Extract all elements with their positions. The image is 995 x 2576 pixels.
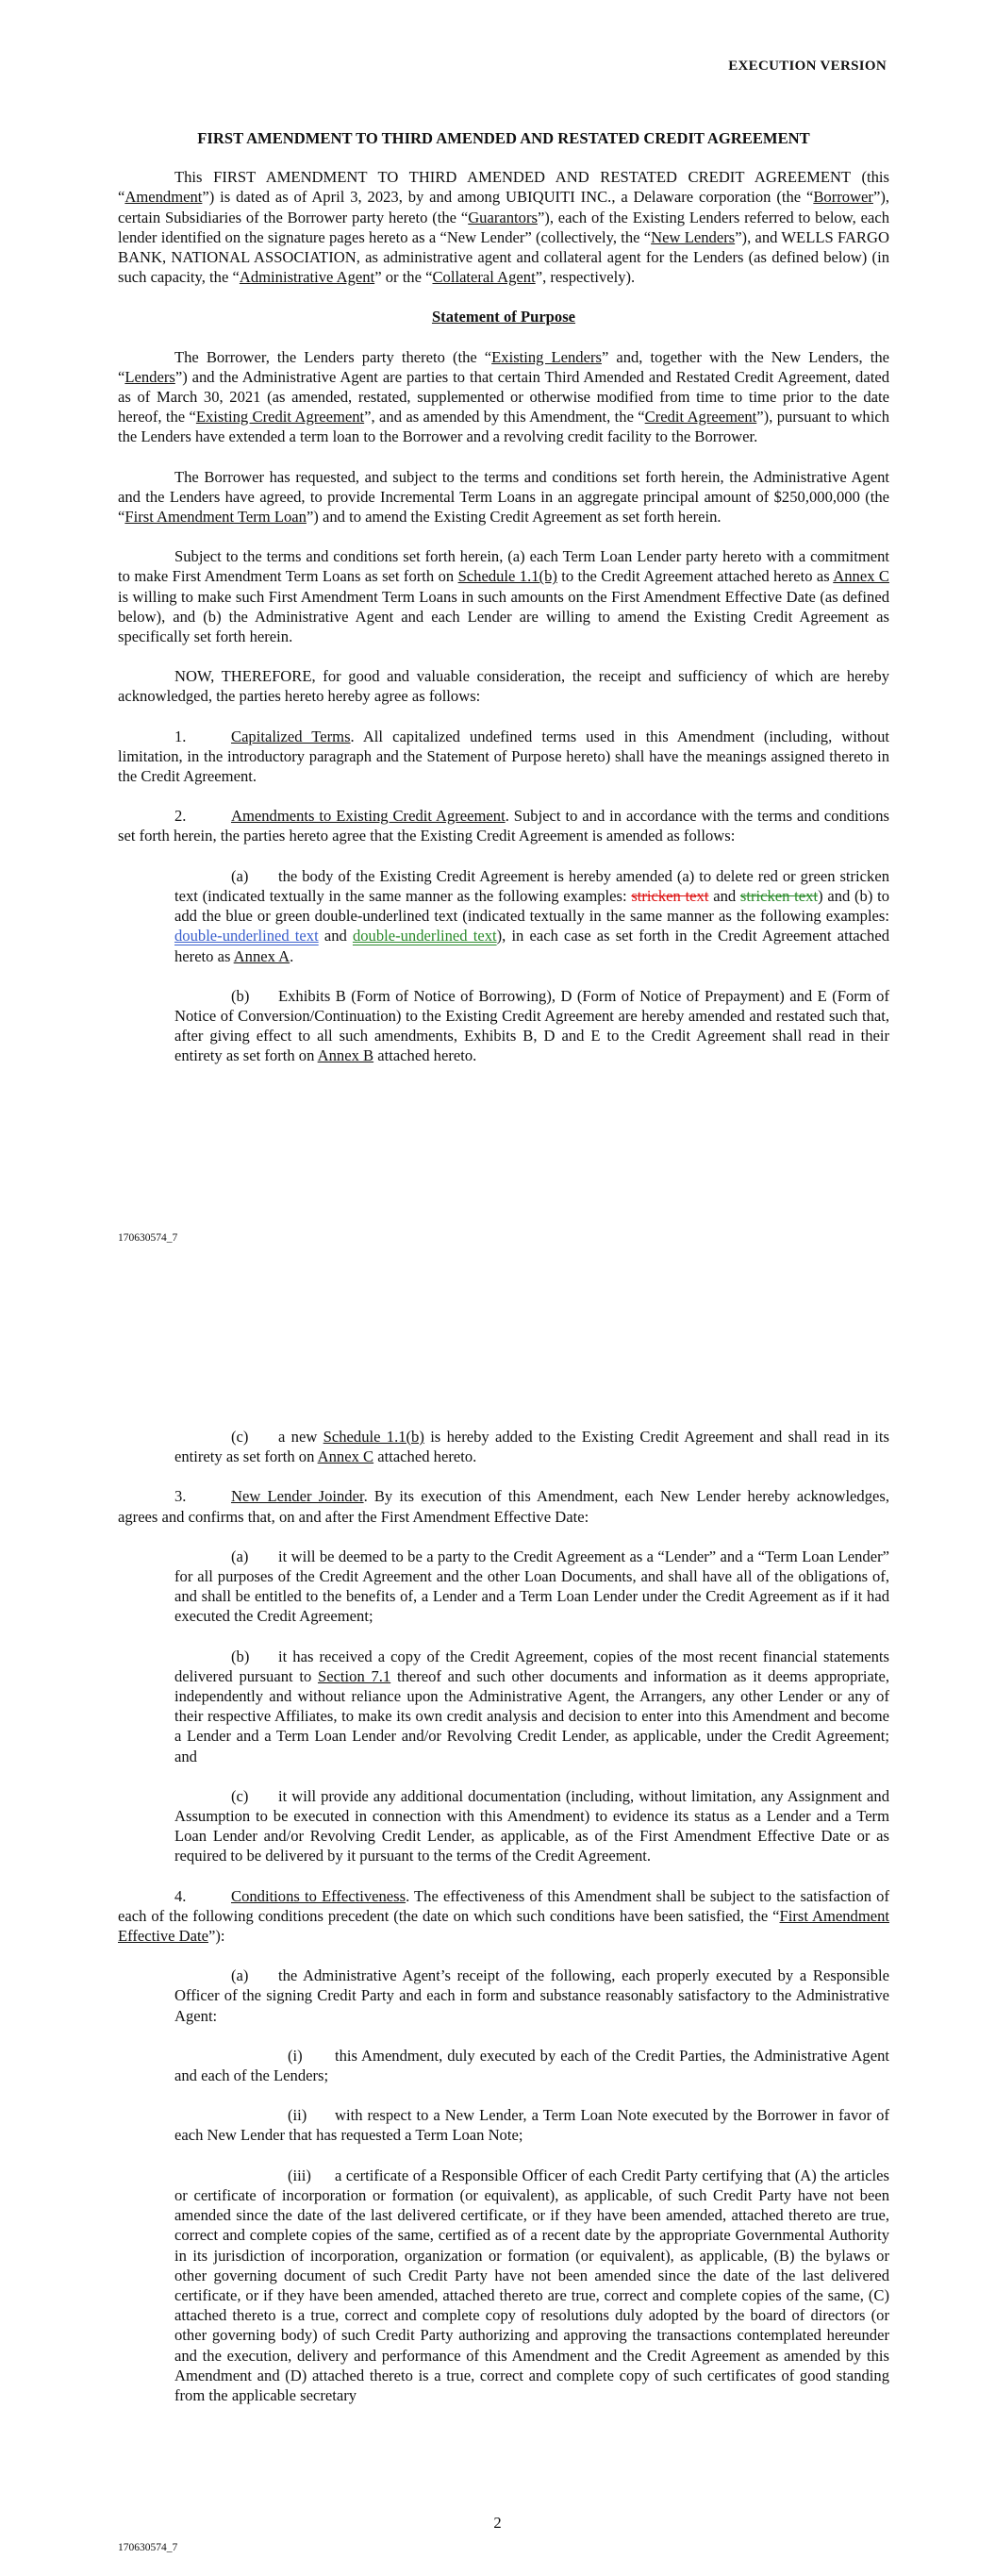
section-4a-ii: (ii) with respect to a New Lender, a Term Loan Note executed by the Borrower in favor of each New Lender that has requested a Term Loan Note; [174, 2106, 889, 2145]
purpose-paragraph-1: The Borrower, the Lenders party thereto (the “Existing Lenders” and, together with the New Lenders, the “Lenders”) and the Administrative Agent are parties to that certain Third Amended and Restated Credit Agreement, dated as of March 30, 2021 (as amended, restated, supplemented or otherwise modified from time to time prior to the date hereof, the “Existing Credit Agreement”, and as amended by this Amendment, the “Credit Agreement”), pursuant to which the Lenders have extended a term loan to the Borrower and a revolving credit facility to the Borrower. [118, 347, 889, 446]
section-2-amendments: 2. Amendments to Existing Credit Agreement. Subject to and in accordance with the terms and conditions set forth herein, the parties hereto agree that the Existing Credit Agreement is amended as follows: [118, 807, 889, 845]
page-1-footer-id: 170630574_7 [118, 1232, 178, 1244]
section-3-new-lender-joinder: 3. New Lender Joinder. By its execution of this Amendment, each New Lender hereby acknowledges, agrees and confirms that, on and after the First Amendment Effective Date: [118, 1487, 889, 1526]
statement-of-purpose-heading: Statement of Purpose [431, 308, 576, 326]
section-2c: (c) a new Schedule 1.1(b) is hereby added to the Existing Credit Agreement and shall read in its entirety as set forth on Annex C attached hereto. [174, 1428, 889, 1466]
red-stricken-example: stricken text [631, 886, 709, 905]
purpose-paragraph-3: Subject to the terms and conditions set forth herein, (a) each Term Loan Lender party hereto with a commitment to make First Amendment Term Loans as set forth on Schedule 1.1(b) to the Credit Agreement attached hereto as Annex C is willing to make such First Amendment Term Loans in such amounts on the First Amendment Effective Date (as defined below), and (b) the Administrative Agent and each Lender are willing to amend the Existing Credit Agreement as specifically set forth herein. [118, 547, 889, 646]
now-therefore-paragraph: NOW, THEREFORE, for good and valuable consideration, the receipt and sufficiency of which are hereby acknowledged, the parties hereto hereby agree as follows: [118, 667, 889, 706]
page-2-footer-id: 170630574_7 [118, 2542, 178, 2553]
green-stricken-example: stricken text [739, 886, 819, 905]
blue-double-underline-example: double-underlined text [174, 927, 319, 945]
document-title: FIRST AMENDMENT TO THIRD AMENDED AND RESTATED CREDIT AGREEMENT [197, 129, 810, 147]
document-page-2 [0, 1295, 995, 2576]
section-4a-iii: (iii) a certificate of a Responsible Officer of each Credit Party certifying that (A) the articles or certificate of incorporation or formation (or equivalent), as applicable, of such Credit Party have not been amended since the date of the last delivered certificate, or if they have been amended, attached thereto are true, correct and complete copies of the same, certified as of a recent date by the appropriate Governmental Authority in its jurisdiction of incorporation, organization or formation (or equivalent), as applicable, (B) the bylaws or other governing document of such Credit Party have not been amended since the date of the last delivered certificate, or if they have been amended, attached thereto are true, correct and complete copies of the same, (C) attached thereto is a true, correct and complete copy of resolutions duly adopted by the board of directors (or other governing body) of such Credit Party authorizing and approving the transactions contemplated hereunder and the execution, delivery and performance of this Amendment and the Credit Agreement as amended by this Amendment and (D) attached thereto is a true, correct and complete copy of such certificates of good standing from the applicable secretary [174, 2166, 889, 2404]
green-double-underline-example: double-underlined text [352, 927, 497, 945]
purpose-paragraph-2: The Borrower has requested, and subject to the terms and conditions set forth herein, the Administrative Agent and the Lenders have agreed, to provide Incremental Term Loans in an aggregate principal amount of $250,000,000 (the “First Amendment Term Loan”) and to amend the Existing Credit Agreement as set forth herein. [118, 467, 889, 527]
execution-version-label: EXECUTION VERSION [728, 59, 887, 74]
page-2-body [118, 1427, 889, 2405]
section-3a: (a) it will be deemed to be a party to the Credit Agreement as a “Lender” and a “Term Loan Lender” for all purposes of the Credit Agreement and the other Loan Documents, and shall have all of the obligations of, and shall be entitled to the benefits of, a Lender and a Term Loan Lender under the Credit Agreement as if it had executed the Credit Agreement; [174, 1547, 889, 1626]
section-4-conditions: 4. Conditions to Effectiveness. The effectiveness of this Amendment shall be subject to the satisfaction of each of the following conditions precedent (the date on which such conditions have been satisfied, the “First Amendment Effective Date”): [118, 1886, 889, 1946]
section-2a: (a) the body of the Existing Credit Agreement is hereby amended (a) to delete red or green stricken text (indicated textually in the same manner as the following examples: stricken text and stricken text) and (b) to add the blue or green double-underlined text (indicated textually in the same manner as the following examples: double-underlined text and double-underlined text), in each case as set forth in the Credit Agreement attached hereto as Annex A. [174, 866, 890, 965]
intro-paragraph: This FIRST AMENDMENT TO THIRD AMENDED AND RESTATED CREDIT AGREEMENT (this “Amendment”) is dated as of April 3, 2023, by and among UBIQUITI INC., a Delaware corporation (the “Borrower”), certain Subsidiaries of the Borrower party hereto (the “Guarantors”), each of the Existing Lenders referred to below, each lender identified on the signature pages hereto as a “New Lender” (collectively, the “New Lenders”), and WELLS FARGO BANK, NATIONAL ASSOCIATION, as administrative agent and collateral agent for the Lenders (as defined below) (in such capacity, the “Administrative Agent” or the “Collateral Agent”, respectively). [118, 168, 889, 287]
section-3b: (b) it has received a copy of the Credit Agreement, copies of the most recent financial statements delivered pursuant to Section 7.1 thereof and such other documents and information as it deems appropriate, independently and without reliance upon the Administrative Agent, the Arrangers, any other Lender or any of their respective Affiliates, to make its own credit analysis and decision to enter into this Amendment and become a Lender and a Term Loan Lender and/or Revolving Credit Lender, as applicable, under the Credit Agreement; and [174, 1647, 889, 1765]
page-1-body [118, 60, 889, 1066]
section-1-capitalized-terms: 1. Capitalized Terms. All capitalized undefined terms used in this Amendment (including, without limitation, in the introductory paragraph and the Statement of Purpose hereto) shall have the meanings assigned thereto in the Credit Agreement. [118, 727, 889, 786]
page-number: 2 [493, 2514, 502, 2532]
section-4a-i: (i) this Amendment, duly executed by each of the Credit Parties, the Administrative Agent and each of the Lenders; [174, 2046, 889, 2085]
section-4a: (a) the Administrative Agent’s receipt of the following, each properly executed by a Responsible Officer of the signing Credit Party and each in form and substance reasonably satisfactory to the Administrative Agent: [174, 1966, 889, 2025]
section-2b: (b) Exhibits B (Form of Notice of Borrowing), D (Form of Notice of Prepayment) and E (Form of Notice of Conversion/Continuation) to the Existing Credit Agreement are hereby amended and restated such that, after giving effect to all such amendments, Exhibits B, D and E to the Credit Agreement shall read in their entirety as set forth on Annex B attached hereto. [174, 986, 889, 1065]
section-3c: (c) it will provide any additional documentation (including, without limitation, any Assignment and Assumption to be executed in connection with this Amendment) to evidence its status as a Lender and a Term Loan Lender and/or Revolving Credit Lender, as applicable, as of the First Amendment Effective Date or as required to be delivered by it pursuant to the terms of the Credit Agreement. [174, 1786, 889, 1865]
